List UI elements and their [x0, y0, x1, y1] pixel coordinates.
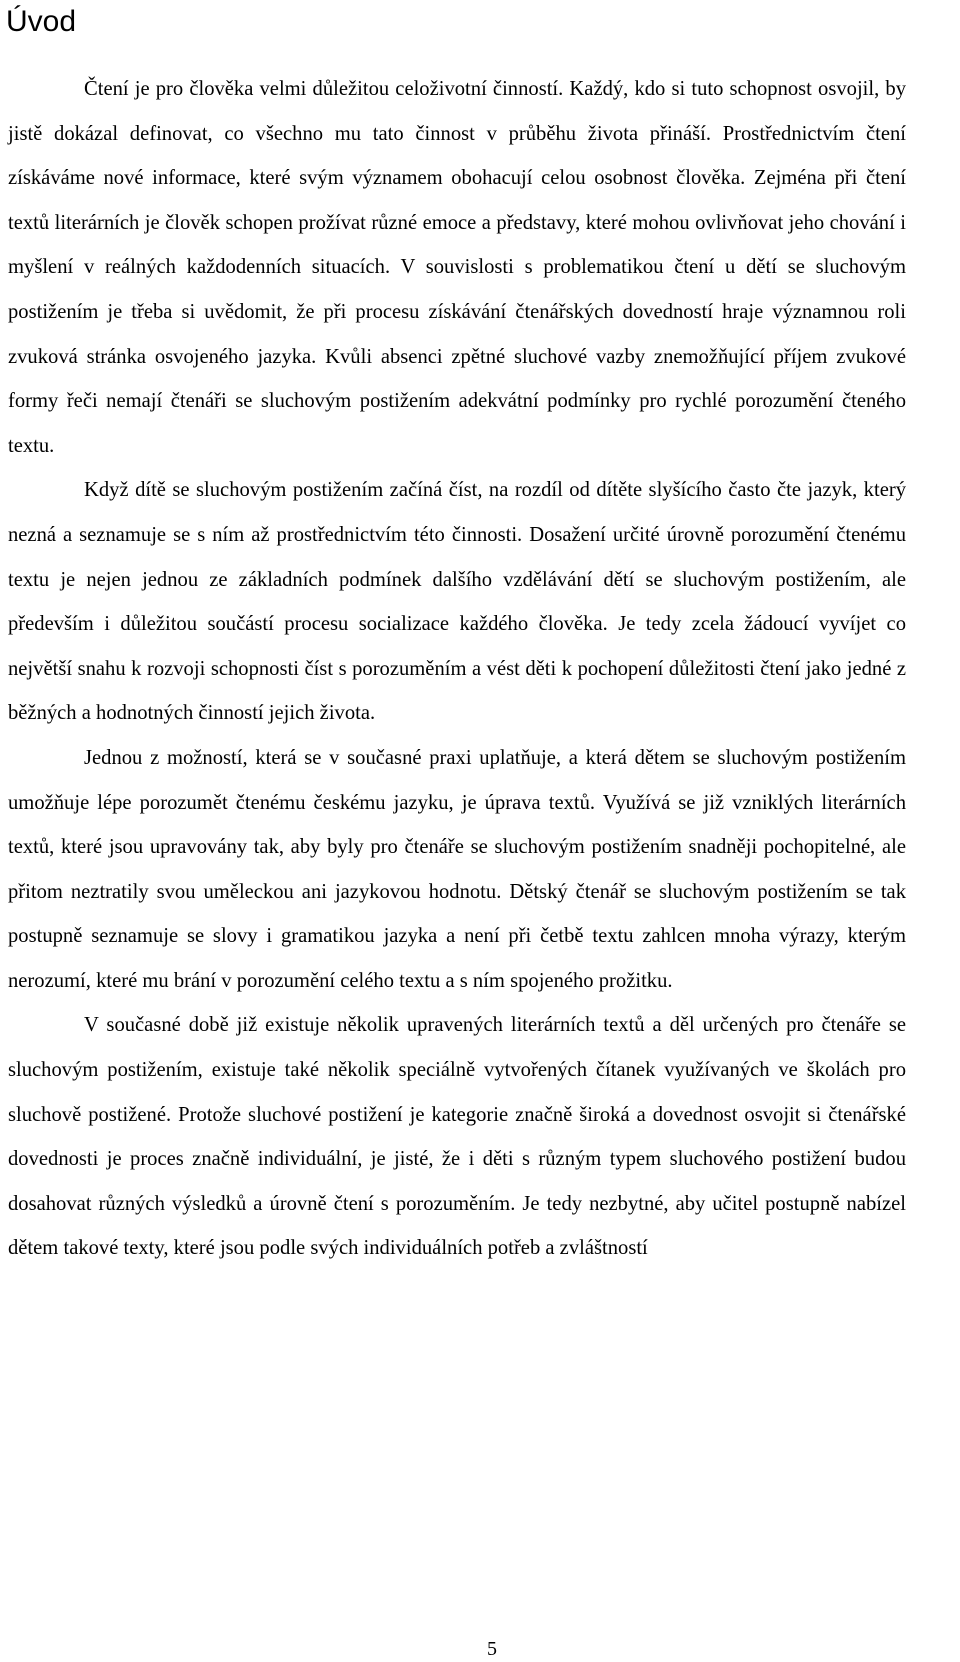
paragraph-3: Jednou z možností, která se v současné praxi uplatňuje, a která dětem se sluchovým postižením umožňuje lépe porozumět čtenému českému jazyku, je úprava textů. Využívá se již vzniklých literárních textů, které jsou upravovány tak, aby byly pro čtenáře se sluchovým postižením snadněji pochopitelné, ale přitom neztratily svou uměleckou ani jazykovou hodnotu. Dětský čtenář se sluchovým postižením se tak postupně seznamuje se slovy i gramatikou jazyka a není při četbě textu zahlcen mnoha výrazy, kterým nerozumí, které mu brání v porozumění celého textu a s ním spojeného prožitku.: [8, 746, 906, 992]
section-heading: Úvod: [6, 5, 77, 38]
paragraph-1: Čtení je pro člověka velmi důležitou celoživotní činností. Každý, kdo si tuto schopnost osvojil, by jistě dokázal definovat, co všechno mu tato činnost v průběhu života přináší. Prostřednictvím čtení získáváme nové informace, které svým významem obohacují celou osobnost člověka. Zejména při čtení textů literárních je člověk schopen prožívat různé emoce a představy, které mohou ovlivňovat jeho chování i myšlení v reálných každodenních situacích. V souvislosti s problematikou čtení u dětí se sluchovým postižením je třeba si uvědomit, že při procesu získávání čtenářských dovedností hraje významnou roli zvuková stránka osvojeného jazyka. Kvůli absenci zpětné sluchové vazby znemožňující příjem zvukové formy řeči nemají čtenáři se sluchovým postižením adekvátní podmínky pro rychlé porozumění čteného textu.: [8, 78, 906, 457]
paragraph-2: Když dítě se sluchovým postižením začíná číst, na rozdíl od dítěte slyšícího často čte jazyk, který nezná a seznamuje se s ním až prostřednictvím této činnosti. Dosažení určité úrovně porozumění čtenému textu je nejen jednou ze základních podmínek dalšího vzdělávání dětí se sluchovým postižením, ale především i důležitou součástí procesu socializace každého člověka. Je tedy zcela žádoucí vyvíjet co největší snahu k rozvoji schopnosti číst s porozuměním a vést děti k pochopení důležitosti čtení jako jedné z běžných a hodnotných činností jejich života.: [8, 479, 906, 725]
body-text: [8, 67, 906, 1271]
page-number: 5: [487, 1638, 497, 1660]
paragraph-4: V současné době již existuje několik upravených literárních textů a děl určených pro čtenáře se sluchovým postižením, existuje také několik speciálně vytvořených čítanek využívaných ve školách pro sluchově postižené. Protože sluchové postižení je kategorie značně široká a dovednost osvojit si čtenářské dovednosti je proces značně individuální, je jisté, že i děti s různým typem sluchového postižení budou dosahovat různých výsledků a úrovně čtení s porozuměním. Je tedy nezbytné, aby učitel postupně nabízel dětem takové texty, které jsou podle svých individuálních potřeb a zvláštností: [8, 1014, 906, 1260]
